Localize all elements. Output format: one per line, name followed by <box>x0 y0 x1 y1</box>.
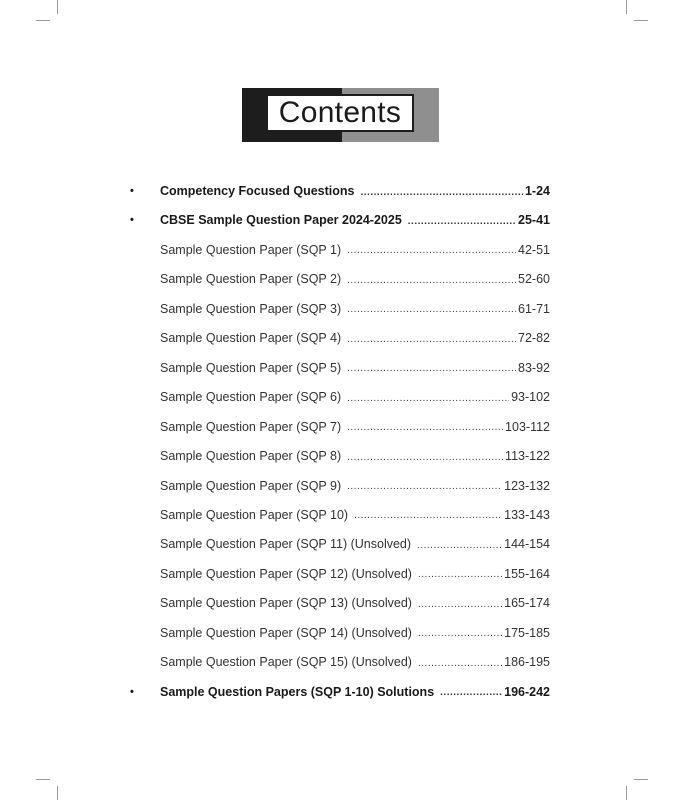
crop-mark <box>626 0 627 14</box>
toc-entry-label: Sample Question Paper (SQP 4) <box>160 331 342 346</box>
toc-entry-label: Sample Question Paper (SQP 7) <box>160 419 342 434</box>
toc-entry-label: Sample Question Paper (SQP 15) (Unsolved) <box>160 655 412 670</box>
dot-leader <box>347 304 516 315</box>
toc-entry-pages: 42-51 <box>518 242 550 257</box>
dot-leader <box>418 628 502 639</box>
toc-entry-label: Competency Focused Questions <box>160 184 355 198</box>
toc-entry-pages: 196-242 <box>504 684 550 699</box>
toc-entry-label: Sample Question Paper (SQP 5) <box>160 360 342 375</box>
crop-mark <box>57 0 58 14</box>
toc-entry <box>130 652 550 672</box>
dot-leader <box>440 687 502 698</box>
toc-entry <box>130 534 550 554</box>
toc-entry-pages: 133-143 <box>504 507 550 522</box>
toc-entry <box>130 623 550 643</box>
crop-mark <box>57 786 58 800</box>
dot-leader <box>347 334 516 345</box>
toc-entry <box>130 682 550 702</box>
toc-entry-pages: 113-122 <box>505 449 550 464</box>
dot-leader <box>347 393 509 404</box>
toc-entry-pages: 25-41 <box>518 213 550 228</box>
toc-entry <box>130 387 550 407</box>
toc-entry-label: Sample Question Paper (SQP 10) <box>160 507 349 522</box>
crop-mark <box>634 779 648 780</box>
toc-entry <box>130 446 550 466</box>
dot-leader <box>347 481 502 492</box>
toc-entry-label: Sample Question Paper (SQP 9) <box>160 478 342 493</box>
toc-entry-label: Sample Question Paper (SQP 8) <box>160 449 342 464</box>
toc-entry-label: Sample Question Paper (SQP 14) (Unsolved) <box>160 625 412 640</box>
dot-leader <box>347 245 516 256</box>
toc-entry-pages: 123-132 <box>504 478 550 493</box>
toc-entry <box>130 505 550 525</box>
toc-entry-label: Sample Question Paper (SQP 1) <box>160 242 342 257</box>
toc-entry-pages: 61-71 <box>518 301 550 316</box>
toc-entry-label: CBSE Sample Question Paper 2024-2025 <box>160 213 402 228</box>
toc-entry-label: Sample Question Paper (SQP 6) <box>160 390 342 405</box>
toc-entry-pages: 144-154 <box>504 537 550 552</box>
dot-leader <box>347 422 503 433</box>
toc-entry <box>130 417 550 437</box>
toc-entry-pages: 175-185 <box>504 625 550 640</box>
toc-entry <box>130 299 550 319</box>
toc-entry-label: Sample Question Paper (SQP 3) <box>160 301 342 316</box>
toc-entry <box>130 269 550 289</box>
toc-entry <box>130 181 550 201</box>
toc-entry <box>130 210 550 230</box>
page-title: Contents <box>266 94 414 132</box>
crop-mark <box>36 779 50 780</box>
toc-entry-pages: 155-164 <box>504 566 550 581</box>
toc-entry <box>130 328 550 348</box>
crop-mark <box>634 20 648 21</box>
toc-entry-pages: 83-92 <box>518 360 550 375</box>
bullet-icon: • <box>130 685 134 698</box>
toc-entry-label: Sample Question Paper (SQP 12) (Unsolved) <box>160 566 412 581</box>
toc-entry-label: Sample Question Paper (SQP 2) <box>160 272 342 287</box>
dot-leader <box>418 599 502 610</box>
toc-entry <box>130 593 550 613</box>
toc-entry-pages: 103-112 <box>505 419 550 434</box>
dot-leader <box>418 569 502 580</box>
crop-mark <box>626 786 627 800</box>
toc-entry-pages: 52-60 <box>518 272 550 287</box>
toc-entry <box>130 564 550 584</box>
toc-entry-pages: 72-82 <box>518 331 550 346</box>
toc-entry-pages: 186-195 <box>504 655 550 670</box>
toc-entry-pages: 165-174 <box>504 596 550 611</box>
dot-leader <box>347 363 516 374</box>
dot-leader <box>347 275 516 286</box>
dot-leader <box>360 187 522 198</box>
bullet-icon: • <box>130 214 134 227</box>
dot-leader <box>347 452 503 463</box>
toc-entry-label: Sample Question Paper (SQP 11) (Unsolved) <box>160 537 412 552</box>
bullet-icon: • <box>130 185 134 197</box>
toc-entry <box>130 240 550 260</box>
toc-entry-label: Sample Question Paper (SQP 13) (Unsolved) <box>160 596 412 611</box>
title-banner <box>242 88 439 142</box>
toc-entry-pages: 1-24 <box>524 184 550 198</box>
dot-leader <box>354 510 502 521</box>
dot-leader <box>418 658 502 669</box>
toc-entry <box>130 476 550 496</box>
dot-leader <box>408 216 516 227</box>
toc-entry <box>130 358 550 378</box>
crop-mark <box>36 20 50 21</box>
toc-entry-pages: 93-102 <box>511 390 550 405</box>
dot-leader <box>417 540 502 551</box>
toc-entry-label: Sample Question Papers (SQP 1-10) Solutions <box>160 684 435 699</box>
